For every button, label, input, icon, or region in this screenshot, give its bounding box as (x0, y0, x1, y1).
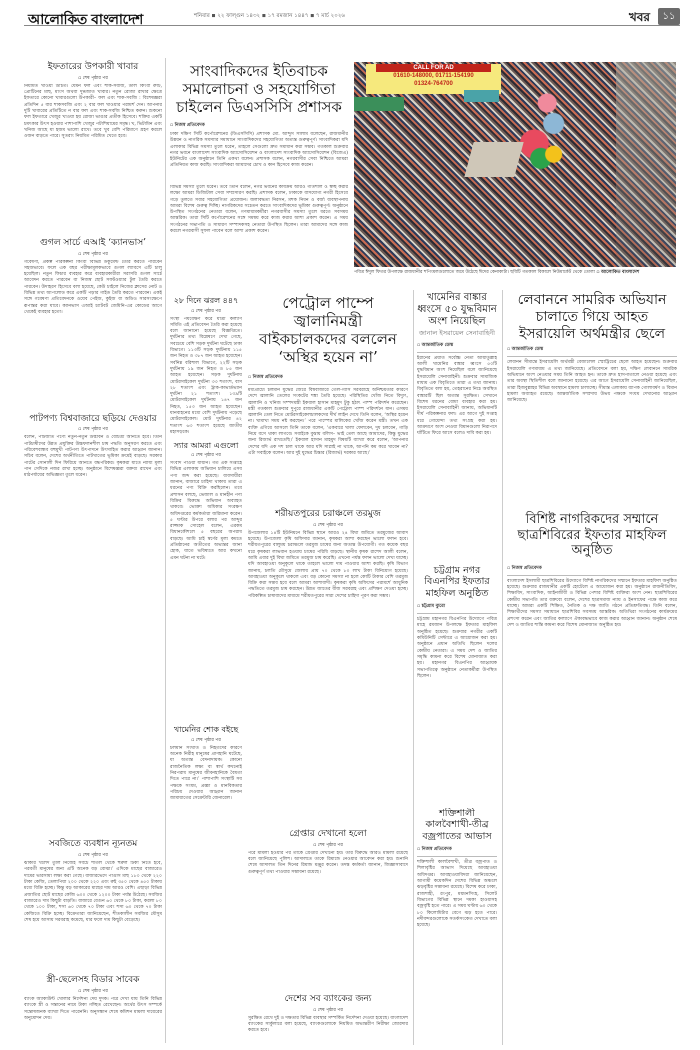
article-body: সুরক্ষিত রেখে দুই ও দক্ষতার বিভিন্ন ব্যবস্থার সম্পর্কিত নির্দেশনা দেওয়া হয়েছে। বাংলাদেশ ব্যাংকের সার্কুলারে বলা হয়েছে, ব্যাংকগুলোকে নিয়মিত অভ্যন্তরীণ নিরীক্ষা জোরদার করতে হবে। (248, 1015, 408, 1034)
continuation-kicker: ▫ শেষ পৃষ্ঠার পর (78, 75, 108, 81)
article-iftar-food (24, 62, 162, 234)
article-body: গবেষণা, প্রকল্প পরিকল্পনা কিংবা বিভিন্ন ডকুমেন্ট তৈরি করতে পারবেন সহজভাবে। ফলে এক বছর পরীক্ষামূলকভাবে গুগল ল্যাবসে এটি চালু হয়েছিল। নতুন ফিচার ব্যবহার করে ব্যবহারকারীরা সরাসরি গুগল সার্চে আবেদন করতে পারবেন বা নিজস্ব ছোট সফটওয়্যার টুল তৈরি করতে পারবেন। উদাহরণ হিসেবে বলা হয়েছে, কেউ চাইলে নিজের ক্লাসের নোট ও বিভিন্ন তথ্য আপলোড করে একটি পড়ার গাইড তৈরি করতে পারবেন। একই সঙ্গে গবেষণা প্রতিবেদনকে ওয়েব পেইজ, কুইজ বা অডিও সারসংক্ষেপে রূপান্তর করা যাবে। ক্যানভাস এআই চ্যাটবট জেমিনি-এর কোডের আগে থেকেই ব্যবহার হতো। (24, 259, 162, 315)
second-column (170, 292, 242, 1042)
shop-sign (354, 97, 404, 111)
masthead (24, 8, 680, 26)
column-divider (165, 58, 166, 1043)
continuation-kicker: ▫ শেষ পৃষ্ঠার পর (313, 842, 343, 848)
continuation-kicker: ▫ শেষ পৃষ্ঠার পর (313, 522, 343, 528)
article-headline: চট্টগ্রাম নগর বিএনপির ইফতার মাহফিল অনুষ্ঠিত (424, 565, 490, 599)
continuation-kicker: ▫ শেষ পৃষ্ঠার পর (78, 427, 108, 433)
article-headline: সবজিতে ব্যবধান ন্যূনতম (48, 839, 138, 850)
article-subhead: জানাল ইসরায়েল সেনাবাহিনী (418, 329, 496, 337)
article-body: ঢাকা দক্ষিণ সিটি কর্পোরেশনের (ডিএসসিসি) প্রশাসক মো. আব্দুস সালাম বলেছেন, রাজধানীর উন্নয়ন ও নাগরিক সমস্যার সমাধানে সাংবাদিকদের সহযোগিতা অত্যন্ত গুরুত্বপূর্ণ। সাংবাদিকরা যদি এলাকার বিভিন্ন সমস্যা তুলে ধরেন, তাহলে সেগুলো দ্রুত সমাধান করা সম্ভব। গতকাল শুক্রবার নগর ভবনে বাংলাদেশ সাংবাদিক অ্যাসোসিয়েশন ও বাংলাদেশ সাংবাদিক অ্যাসোসিয়েশন (বিজেএ) ইউনিটের এক অনুষ্ঠানে তিনি একথা বলেন। প্রশাসক বলেন, নগরবাসীর সেবা নিশ্চিতে আমরা প্রতিনিয়ত কাজ করছি। সাংবাদিকরা আমাদের চোখ ও কান হিসেবে কাজ করেন। (170, 132, 348, 169)
article-headline: লেবাননে সামরিক অভিযান চালাতে গিয়ে আহত ইসরায়েলি অর্থমন্ত্রীর ছেলে (517, 292, 667, 342)
article-headline: গুগল সার্চে এআই ‘ক্যানভাস’ (39, 237, 147, 248)
article-body: সংস্থা পর্যবেক্ষণ করে যাত্রী কল্যাণ সমিতি এই প্রতিবেদন তৈরি করা হয়েছে বলে জানানো হয়েছে বিজ্ঞপ্তিতে। দুর্ঘটনার তথ্য বিশ্লেষণে দেখা গেছে, সবচেয়ে বেশি সড়ক দুর্ঘটনা ঘটেছে ঢাকা বিভাগে। ১১৩টি সড়ক দুর্ঘটনায় ১১৫ জন নিহত ও ৩৮৭ জন আহত হয়েছেন। সর্বনিম্ন বরিশাল বিভাগে, ২২টি সড়ক দুর্ঘটনায় ১৯ জন নিহত ও ৮৫ জন আহত হয়েছেন। সড়ক দুর্ঘটনায় মোটরসাইকেল দুর্ঘটনা ৩৩ শতাংশ, বাস ২৮ শতাংশ এবং ট্রাক-কাভার্ডভ্যান দুর্ঘটনা ২১ শতাংশ। ১৩৯টি মোটরসাইকেল দুর্ঘটনায় ১৪৭ জন নিহত, ১৫৩ জন আহত হয়েছেন। যানবাহনের মধ্যে বেশি দুর্ঘটনায় পড়েছে মোটরসাইকেল। মোট দুর্ঘটনার ৪২ শতাংশ ৬৩ শতাংশ হয়েছে জাতীয় মহাসড়কে। (170, 316, 242, 435)
continuation-kicker: ▫ শেষ পৃষ্ঠার পর (78, 988, 108, 994)
article-khamenei-mourning (170, 725, 242, 802)
byline: ▫ আন্তর্জাতিক ডেস্ক (507, 347, 544, 353)
byline: ▫ আন্তর্জাতিক ডেস্ক (417, 342, 454, 348)
article-storm-warning (417, 808, 497, 1045)
article-shariatpur-watermelon (248, 505, 408, 755)
continuation-kicker: ▫ শেষ পৃষ্ঠার পর (191, 453, 221, 459)
article-vegetable-market (24, 839, 162, 971)
byline: ▫ নিজস্ব প্রতিবেদক (507, 565, 542, 571)
article-dscc-continued (170, 185, 348, 270)
photo-caption: পবিত্র ঈদুল ফিতর উপলক্ষে রাজধানীর শপিংমলগুলোতে জমে উঠেছে ঈদের কেনাকাটা। ছবিটি গতকাল বিকালে নিউমার্কেট থেকে তোলা ▫ আলোকিত বাংলাদেশ (354, 270, 640, 275)
continuation-kicker: ▫ শেষ পৃষ্ঠার পর (191, 737, 221, 743)
article-headline: ২৮ দিনে ঝরল ৪৪৭ (173, 296, 239, 305)
section-label: খবর (628, 10, 650, 24)
article-headline: পাটপণ্য বিশ্ববাজারে ছড়িয়ে দেওয়ার (29, 413, 157, 424)
continuation-kicker: ▫ শেষ পৃষ্ঠার পর (313, 1007, 343, 1013)
article-headline: ইফতারের উপকারী খাবার (47, 62, 139, 72)
byline: ▫ নিজস্ব প্রতিবেদক (417, 847, 452, 853)
dateline: শনিবার ◾ ২২ ফাল্গুন ১৪৩২ ◾ ১৭ রমজান ১৪৪৭ ◾ ৭ মার্চ ২০২৬ (194, 13, 345, 19)
shop-sign (464, 90, 499, 102)
newspaper-logo: আলোকিত বাংলাদেশ (28, 12, 143, 28)
continuation-kicker: ▫ শেষ পৃষ্ঠার পর (78, 251, 108, 257)
article-all-banks (248, 990, 408, 1045)
article-body: চট্টগ্রাম মহানগর বিএনপির উদ্যোগে পবিত্র মাহে রমজান উপলক্ষে ইফতার মাহফিল অনুষ্ঠিত হয়েছে। শুক্রবার নগরীর একটি কমিউনিটি সেন্টারে এ আয়োজন করা হয়। অনুষ্ঠানে প্রধান অতিথি ছিলেন দলের কেন্দ্রীয় নেতারা। এ সময় দেশ ও জাতির সমৃদ্ধি কামনা করে বিশেষ মোনাজাত করা হয়। মহানগর বিএনপির আহ্বায়ক সভাপতিত্বে অনুষ্ঠানে নেতাকর্মীরা উপস্থিত ছিলেন। (417, 617, 497, 679)
article-lebanon-operation (507, 290, 677, 505)
article-headline: পেট্রোল পাম্পে জ্বালানিমন্ত্রী বাইকচালকদের বললেন ‘অস্থির হয়েন না’ (259, 294, 397, 366)
article-headline: খামেনির বাঙ্কার ধ্বংসে ৫০ যুদ্ধবিমান অংশ নিয়েছিল (417, 292, 497, 327)
article-body: পরে মামলা হওয়ার পর তাকে গ্রেপ্তার দেখানো হয়। তার বিরুদ্ধে আরও মামলা রয়েছে বলে জানিয়েছে পুলিশ। আদালতে তাকে রিমান্ডে নেওয়ার আবেদন করা হয়। শুনানি শেষে আদালত তিন দিনের রিমান্ড মঞ্জুর করেন। তদন্ত কর্মকর্তা জানান, জিজ্ঞাসাবাদে গুরুত্বপূর্ণ তথ্য পাওয়ার সম্ভাবনা রয়েছে। (248, 850, 408, 875)
article-body: ব্যাংক অ্যাকাউন্ট খোলার নির্দেশনা দেয় দুদক। পরে দেখা যায় তিনি বিভিন্ন ব্যাংকে স্ত্রী ও সন্তানের নামে টাকা গচ্ছিত রেখেছেন। অর্থের উৎস সম্পর্কে সন্তোষজনক ব্যাখ্যা দিতে পারেননি। অনুসন্ধান শেষে কমিশন মামলা দায়েরের অনুমোদন দেয়। (24, 996, 162, 1021)
article-headline: গ্রেপ্তার দেখানো হলো (289, 829, 367, 839)
article-headline: দেশের সব ব্যাংকের জন্য (284, 994, 372, 1004)
article-body: ইরানের প্রয়াত সর্বোচ্চ নেতা আয়াতুল্লাহ আলী খামেনির বাঙ্কার ধ্বংসে ৫০টি যুদ্ধবিমান অংশ নিয়েছিল বলে জানিয়েছে ইসরায়েলি সেনাবাহিনী। শুক্রবার সামাজিক মাধ্যম এক বিবৃতিতে তারা এ তথ্য জানায়। বিবৃতিতে বলা হয়, তেহরানের নিচে অবস্থিত বাঙ্কারটি ছিল অত্যন্ত সুরক্ষিত। সেখানে বিশেষ ধরনের বোমা ব্যবহার করা হয়। ইসরায়েলি সেনাবাহিনী জানায়, অভিযানটি দীর্ঘ পরিকল্পনার ফল। এর আগে দুই সপ্তাহ ধরে গোয়েন্দা তথ্য সংগ্রহ করা হয়। আক্রমণে অংশ নেওয়া বিমানগুলো নিরাপদে ঘাঁটিতে ফিরে আসে বলেও দাবি করা হয়। (417, 355, 497, 437)
byline: ▫ নিজস্ব প্রতিবেদক (248, 375, 283, 380)
byline: ▫ নিজস্ব প্রতিবেদক (170, 123, 205, 128)
article-sir-these (170, 441, 242, 722)
article-khamenei-bunker (417, 290, 497, 545)
article-body: বিভিন্ন সমস্যা তুলে ধরেন। তবে তিনি বলেন, নগর ভবনের কার্যক্রম আরও গতিশীল ও স্বচ্ছ করার লক্ষ্যে আমরা ডিজিটাল সেবা সম্প্রসারণ করছি। প্রশাসক বলেন, ঢাকাকে বাসযোগ্য নগরী হিসেবে গড়ে তুলতে সবার সহযোগিতা প্রয়োজন। জলাবদ্ধতা নিরসন, মশক নিধন ও বর্জ্য ব্যবস্থাপনায় আমরা বিশেষ গুরুত্ব দিচ্ছি। নাগরিকদের সচেতন করতে সাংবাদিকদের ভূমিকা গুরুত্বপূর্ণ। অনুষ্ঠানে উপস্থিত সংগঠনের নেতারা বলেন, গণমাধ্যমকর্মীরা নগরবাসীর সমস্যা তুলে ধরতে সবসময় আন্তরিক। তারা সিটি কর্পোরেশনের সঙ্গে সমন্বয় করে কাজ করার আশা প্রকাশ করেন। এ সময় সংগঠনের সভাপতি ও সাধারণ সম্পাদকসহ নেতারা উপস্থিত ছিলেন। তারা আমাদের সঙ্গে কাজ করলে নগরবাসী সুফল পাবেন বলে আশা প্রকাশ করেন। (170, 185, 348, 235)
article-headline: স্ত্রী-ছেলেসহ বিডার সাবেক (46, 975, 140, 986)
article-headline: শক্তিশালী কালবৈশাখী-তীব্র বজ্রপাতের আভাস (422, 808, 492, 842)
page-number-badge: ১১ (658, 8, 680, 25)
article-headline: স্যার আমরা এগুলো (173, 440, 239, 450)
article-body: বাংলাদেশ ইসলামী ছাত্রশিবিরের উদ্যোগে বিশিষ্ট নাগরিকদের সম্মানে ইফতার মাহফিল অনুষ্ঠিত হয়েছে। শুক্রবার রাজধানীর একটি হোটেলে এ আয়োজন করা হয়। অনুষ্ঠানে রাজনীতিবিদ, শিক্ষাবিদ, সাংবাদিক, আইনজীবী ও বিভিন্ন পেশার বিশিষ্ট ব্যক্তিরা অংশ নেন। ছাত্রশিবিরের কেন্দ্রীয় সভাপতি তার বক্তব্যে বলেন, দেশের ছাত্রসমাজ ন্যায় ও ইনসাফের পক্ষে কাজ করে যাচ্ছে। আমরা একটি শিক্ষিত, নৈতিক ও দক্ষ জাতি গঠনে প্রতিশ্রুতিবদ্ধ। তিনি বলেন, শিক্ষার্থীদের সমস্যা সমাধানে ছাত্রশিবির সবসময় আন্তরিক। অতিথিরা সংগঠনের কার্যক্রমের প্রশংসা করেন এবং জাতির কল্যাণে ঐক্যবদ্ধভাবে কাজ করার আহ্বান জানান। অনুষ্ঠান শেষে দেশ ও জাতির শান্তি কামনা করে বিশেষ মোনাজাত অনুষ্ঠিত হয়। (507, 578, 677, 628)
news-photo-market-crowd (354, 62, 676, 267)
continuation-kicker: ▫ শেষ পৃষ্ঠার পর (78, 853, 108, 859)
article-arrest-shown (248, 825, 408, 920)
article-chattogram-bnp (417, 565, 497, 775)
left-column (24, 58, 162, 1043)
article-body: চলমান সংঘাত ও নিহতদের কারণে অনেক নিরীহ মানুষের প্রাণহানি ঘটেছে, যা অত্যন্ত বেদনাদায়ক। কোনো রাজনৈতিক লক্ষ্য বা স্বার্থ কখনোই নিরপরাধ মানুষের জীবনহানিকে বৈধতা দিতে পারে না।’ পাশাপাশি সংস্থাটি সব পক্ষকে সংযম, প্রজ্ঞা ও মানবিকতার পরিচয় দেওয়ার আহ্বান জানান জামায়াতের সেক্রেটারি জেনারেল। (170, 745, 242, 802)
photo-credit: ▫ আলোকিত বাংলাদেশ (596, 270, 640, 275)
article-headline: বিশিষ্ট নাগরিকদের সম্মানে ছাত্রশিবিরের ইফতার মাহফিল অনুষ্ঠিত (517, 512, 667, 559)
article-body: মধ্যপ্রাচ্যে চলমান যুদ্ধের জেরে বিশ্ববাজারে তেল-গ্যাস সরবরাহে অনিশ্চয়তার কারণে দেশে জ্বালানি তেলের সংকটের শঙ্কা তৈরি হয়েছে। পরিস্থিতির খোঁজ নিতে বিদ্যুৎ, জ্বালানি ও খনিজ সম্পদমন্ত্রী ইকবাল হাসান মাহমুদ টুকু হঠাৎ পাম্প পরিদর্শন করেছেন। মন্ত্রী গতকাল শুক্রবার দুপুরে রাজধানীর একটি পেট্রোল পাম্প পরিদর্শনে যান। এসময় জ্বালানি তেল নিতে মোটরসাইকেলচালকদের দীর্ঘ লাইন দেখে তিনি বলেন, ‘অস্থির হয়েন না। খামাখা সময় নষ্ট করছেন।’ পরে পাম্পের মালিকের খোঁজ করেন মন্ত্রী। তখন এক ব্যক্তি এগিয়ে আসলে তিনি তাকে বলেন, ‘একবারে খালা ফেলবেন, দুধ চলবেন, গাড়ি নিয়ে বসে থাকা লাগবে। সবাইকে বুঝায় বলিস– ভাই তেল আছে আমাদের, কিন্তু যুদ্ধের জন্য রিজার্ভ রাখতেছি।’ ইকবাল হাসান মাহমুদ বিষয়টি ব্যাখ্যা করে বলেন, ‘আপনার দেশের যদি এক দশ চাল থাকে আর যদি সাপ্লাই না থাকে, আপনি কম করে খাবেন না? এটা সবাইকে বলেন। আর দুই যুদ্ধের চিন্তার (রিজার্ভ) দরকার আছে।’ (248, 388, 408, 456)
article-road-accidents (170, 296, 242, 437)
market-stall (464, 142, 523, 177)
article-headline: শরীয়তপুরের চরাঞ্চলে তরমুজ (275, 509, 381, 519)
article-body: উপজেলার ১৪টি ইউনিয়নে বিভিন্ন স্থানে আরও ২৪ বিঘা জমিতে তরমুজের আবাদ হয়েছে। উপজেলা কৃষি অফিসার জানান, কৃষকরা আশা করছেন ভালো ফলন হবে। শরীয়তপুরের বালুময় চরাঞ্চলে তরমুজ চাষের জন্য অত্যন্ত উপযোগী। গত কয়েক বছর ধরে কৃষকরা লাভবান হওয়ায় চাষের পরিধি বাড়ছে। স্থানীয় কৃষক রাশেদ আলী বলেন, আমি এবার দুই বিঘা জমিতে তরমুজ চাষ করেছি। এখনো পর্যন্ত ফলন ভালো দেখা যাচ্ছে। যদি আবহাওয়া অনুকূলে থাকে তাহলে ভালো দাম পাওয়ার আশা করছি। কৃষি বিভাগ জানায়, চলতি মৌসুমে জেলায় প্রায় ৭০ থেকে ৮০ লাখ টাকা বিনিয়োগ হয়েছে। আবহাওয়া অনুকূলে থাকলে এবং বড় কোনো সমস্যা না হলে কোটি টাকার বেশি তরমুজ বিক্রি করা সম্ভব হবে বলে আমরা আশাবাদী। কৃষকরা কৃষি অফিসের পরামর্শে আধুনিক পদ্ধতিতে তরমুজ চাষ করছেন। উন্নত জাতের বীজ সরবরাহ এবং প্রশিক্ষণ দেওয়া হচ্ছে। পরিকল্পিত চাষাবাদের মাধ্যমে শরীয়তপুরের সারা দেশের চাহিদা পূরণ করা সম্ভব। (248, 530, 408, 599)
article-body: নিয়মিত খাওয়া উচিত। যেমন ফল এবং শাক-সবজি, ডাল কিংবা রুটি, প্রোটিনের মাছ, মাংস অথবা দুগ্ধজাত খাবার। নতুন রোজা রাখার ক্ষেত্রে ইফতারে কোনো খাবারগুলো উপকারী– ফল এবং শাক-সবজি : বিশেষজ্ঞরা প্রতিদিন ৫ বার শাকসবজি এবং ২ বার ফল খাওয়ার পরামর্শ দেন। আপনার দুটি খাবারের প্রতিটিতে ন বার ফল এবং শাক-সবজি নিশ্চিত করুন। শুকনো ফল ইফতারে খেজুর খাওয়া হয় রোজা ভাঙার প্রতীক হিসেবে। শক্তির একটি চমৎকার উৎস হওয়ার পাশাপাশি খেজুর পটাশিয়ামের সমৃদ্ধ। খ, ভিটামিন এবং খনিজ আছে যা হজম ভালো রাখে। তবে খুব বেশি পরিমাণে গ্রহণ করলে ওজন বাড়তে পারে। সুতরাং নিয়মিত পরিমিত খেতে হবে। (24, 83, 162, 140)
article-body: শক্তিশালী কালবৈশাখী, তীব্র বজ্রপাত ও শিলাবৃষ্টির আভাস দিয়েছে আবহাওয়া অধিদপ্তর। আবহাওয়াবিদরা জানিয়েছেন, আগামী কয়েকদিন দেশের বিভিন্ন অঞ্চলে ঝড়বৃষ্টির সম্ভাবনা রয়েছে। বিশেষ করে ঢাকা, রাজশাহী, রংপুর, ময়মনসিংহ, সিলেট বিভাগের বিভিন্ন স্থানে দমকা হাওয়াসহ বজ্রবৃষ্টি হতে পারে। এ সময় ঘণ্টায় ৬০ থেকে ৮০ কিলোমিটার বেগে ঝড় হতে পারে। নদীবন্দরগুলোকে সতর্কসংকেত দেখাতে বলা হয়েছে। (417, 860, 497, 929)
article-body: লেবানন সীমান্তে ইসরায়েলি অর্থমন্ত্রী বেজালেল স্মোট্রিচের ছেলে আহত হয়েছেন। শুক্রবার ইসরায়েলি গণমাধ্যম এ তথ্য জানিয়েছে। প্রতিবেদনে বলা হয়, দক্ষিণ লেবাননে সামরিক অভিযানে অংশ নেওয়ার সময় তিনি আহত হন। তাকে দ্রুত হাসপাতালে নেওয়া হয়েছে এবং তার অবস্থা স্থিতিশীল বলে জানানো হয়েছে। এর আগে ইসরায়েলি সেনাবাহিনী জানিয়েছিল, তারা হিজবুল্লাহর বিভিন্ন অবস্থানে হামলা চালাচ্ছে। সীমান্ত এলাকায় ব্যাপক গোলাবর্ষণ ও বিমান হামলা অব্যাহত রয়েছে। আন্তর্জাতিক সম্প্রদায় উভয় পক্ষকে সংযম দেখানোর আহ্বান জানিয়েছে। (507, 360, 677, 404)
continuation-kicker: ▫ শেষ পৃষ্ঠার পর (191, 308, 221, 314)
article-headline: সাংবাদিকদের ইতিবাচক সমালোচনা ও সহযোগিতা চাইলেন ডিএসসিসি প্রশাসক (176, 62, 342, 116)
article-body: বলেন, পাটজাত পণ্যে নতুন-নতুন উদ্ভাবন ও বৈচিত্র্য আনতে হবে। তিনি পাটচাষীদের উন্নত প্রযুক্তির উচ্চফলনশীল চাষ পদ্ধতি অনুসরণ করতে এবং পরিবেশবান্ধব বহুমুখী পাটপণ্য উৎপাদনে উৎসাহিত করার আহ্বান জানান। সচিব বলেন, দেশের অর্থনীতিতে পাটখাতের ভূমিকা ক্রমেই বাড়ছে। সরকার পাটের সোনালী দিন ফিরিয়ে আনতে বদ্ধপরিকর। কৃষকরা যাতে ন্যায্য মূল্য পান সেদিকে নজর রাখা হচ্ছে। অনুষ্ঠানে বিশেষজ্ঞরা বক্তব্য রাখেন এবং মাঠপর্যায়ের অভিজ্ঞতা তুলে ধরেন। (24, 435, 162, 479)
article-jute-products (24, 414, 162, 836)
article-shibir-iftar (507, 508, 677, 1045)
article-body: ঝাকরি খলেদ তুলি নিজেই সবচে শীতল থেকে হুরুল টিকা নিতে হবে, পরবর্তী মানুষের জন্য এটি অনেক বড় বোঝা।’ এদিকে মাছের বাজারেও দামের ভারসাম্য লক্ষ্য করা গেছে। বাজারভেদে পাঙাস মাছ ১৮০ থেকে ২২০ টাকা কেজি, তেলাপিয়া ২০০ থেকে ২২০ এবং রুই ৩৫০ থেকে ৪৫০ টাকায় মধ্যে বিক্রি হচ্ছে। কিন্তু বড় আকারের মাছের দাম আরও বেশি। এছাড়া বিভিন্ন প্রজাতির ছোট মাছের কেজি ৬০০ থেকে ১২০০ টাকা পর্যন্ত উঠেছে। সবজির বাজারেও দাম কিছুটা বাড়তি। বাজারে বেগুন ৬০ থেকে ৮০ টাকা, করলা ৮০ থেকে ১০০ টাকা, শসা ৬০ থেকে ৭০ টাকা এবং শসা ৬০ থেকে ৭০ টাকা কেজিতে বিক্রি হচ্ছে। বিক্রেতারা জানিয়েছেন, শীতকালীন সবজির মৌসুম শেষ হয়ে আসায় সরবরাহ কমেছে, যার ফলে দাম কিছুটা বেড়েছে। (24, 861, 162, 923)
article-bida-former (24, 975, 162, 1022)
article-google-canvas (24, 238, 162, 410)
article-body: সংবাদ পাওয়া যায়নি। গত এক সপ্তাহে বিভিন্ন এলাকায় অভিযান চালিয়ে এসব পণ্য জব্দ করা হয়েছে। ব্যবসায়ীরা জানান, বাজারে চাহিদা থাকায় তারা এ ধরনের পণ্য বিক্রি করছিলেন। তবে প্রশাসন বলছে, ভেজাল ও মানহীন পণ্য বিক্রির বিরুদ্ধে অভিযান অব্যাহত থাকবে। ভোক্তা অধিকার সংরক্ষণ অধিদপ্তরের কর্মকর্তারা জরিমানা করেন। ৫ ঘণ্টার উপরে বলার পর আব্দুর রাজ্জাক সোহেল বলেন, এরকম বিধানকৌশলে ৫ বছরের অপরাধ বাড়ছে। আমি চাই স্বর্ণের মূল্য কমতে প্রতিষ্ঠানের অতীতের অভ্যন্তর জানা হোক, যাতে ভবিষ্যতে আর কখনো এমন ঘটনা না ঘটে। (170, 461, 242, 561)
column-divider (502, 290, 503, 1045)
column-divider (413, 290, 414, 1045)
ad-banner: CALL FOR AD 01610-148000, 01711-154190 01324-764700 (366, 64, 501, 94)
byline: ▫ চট্টগ্রাম ব্যুরো (417, 604, 446, 610)
article-petrol-pump (248, 292, 408, 502)
article-headline: খামেনির শোক বইছে (173, 725, 239, 735)
